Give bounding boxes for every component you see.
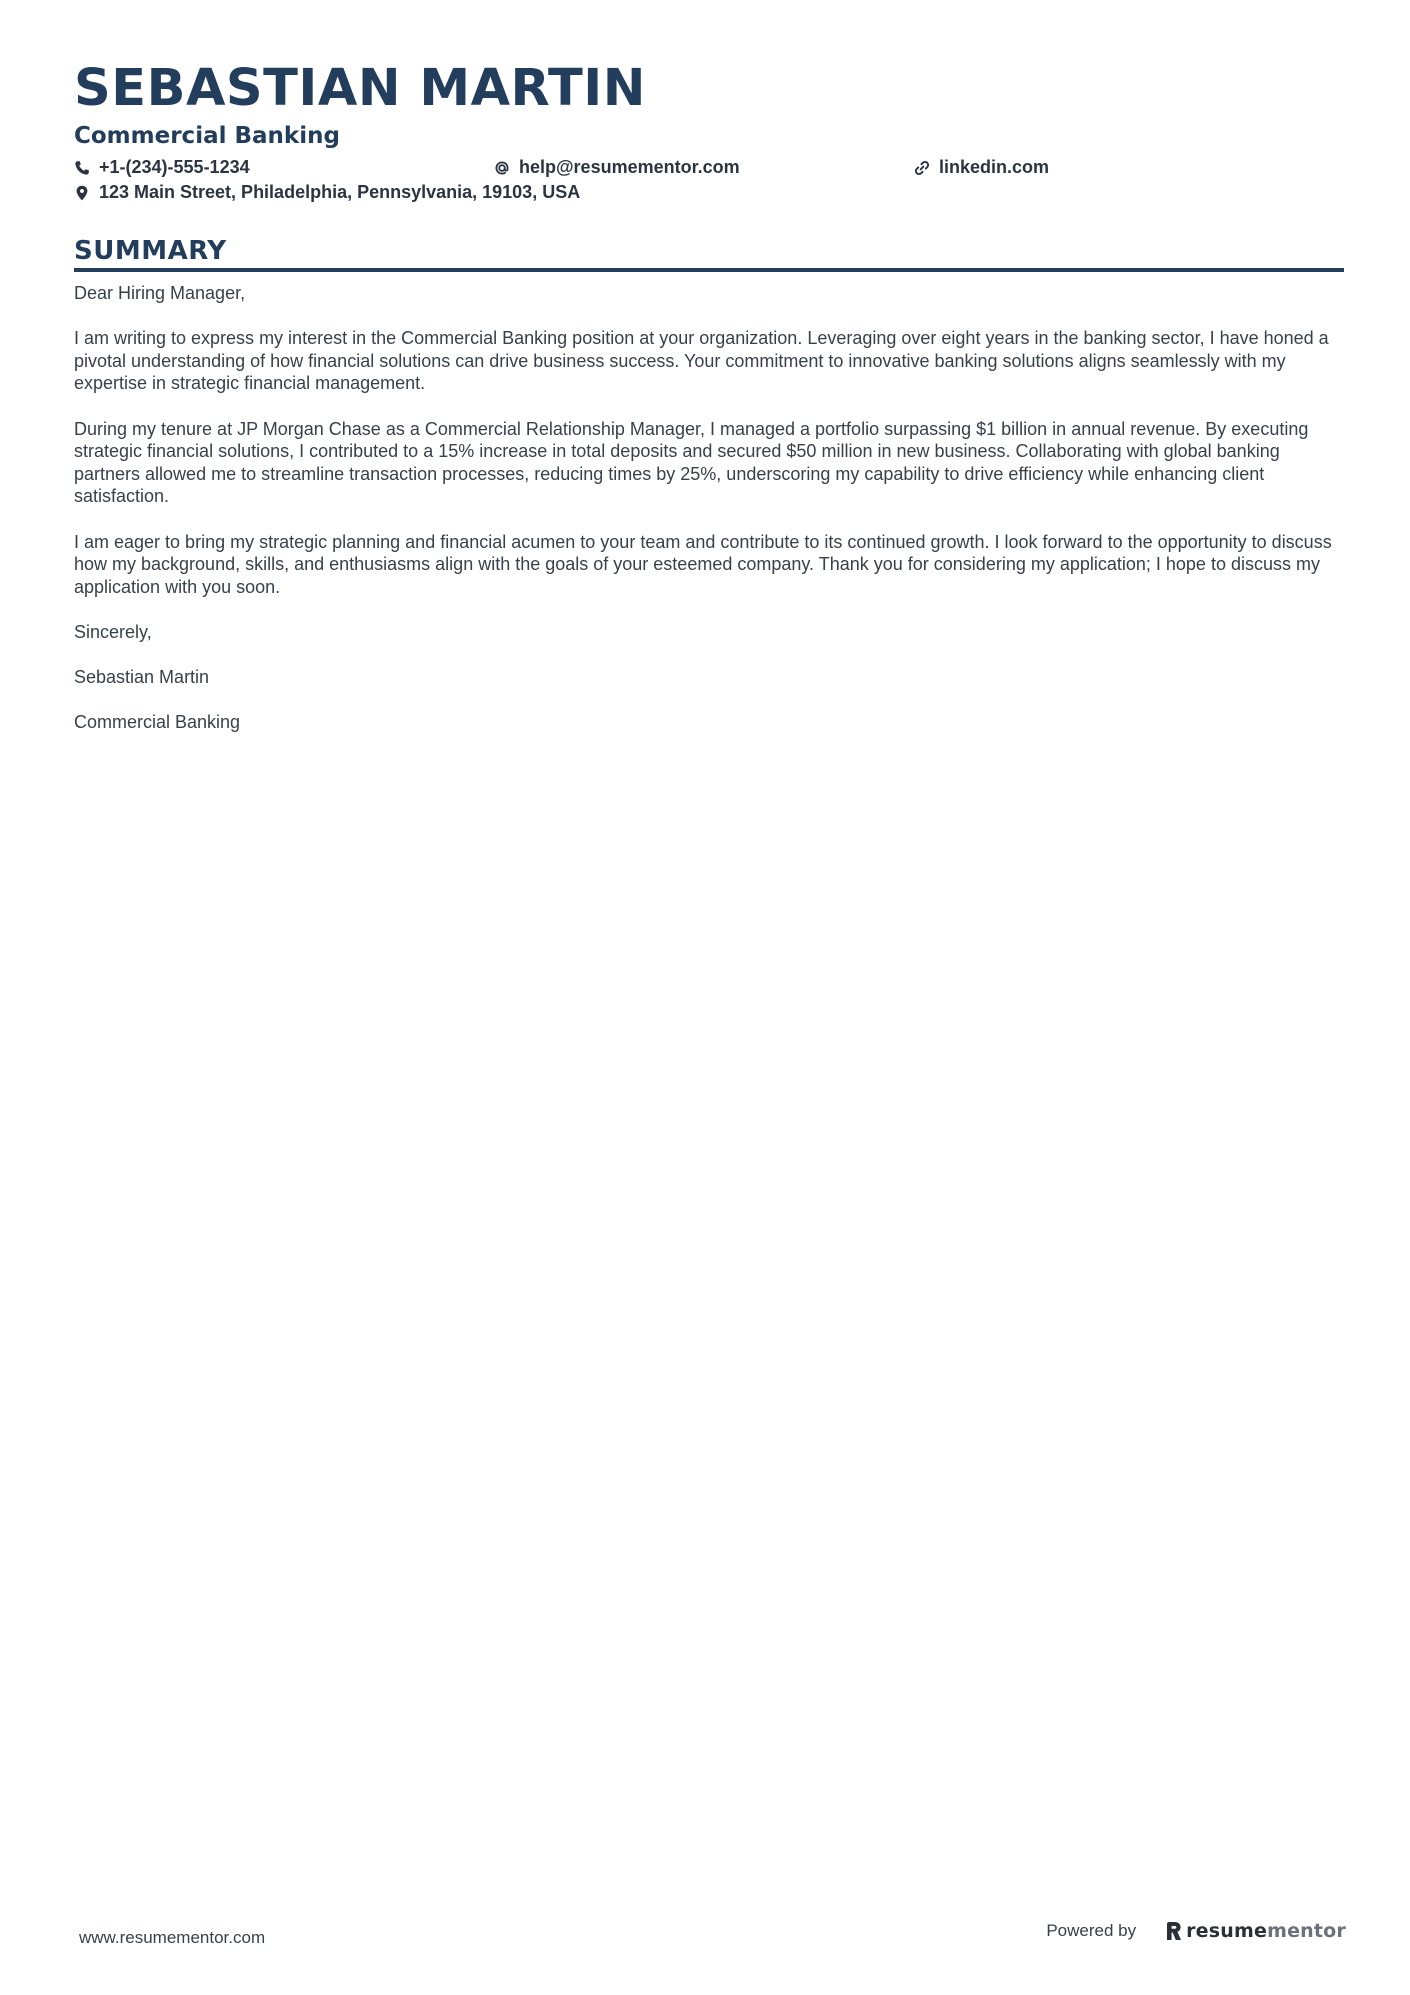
candidate-role: Commercial Banking	[74, 123, 340, 149]
contact-website[interactable]	[914, 157, 1049, 178]
brand-text-bold: resume	[1186, 1920, 1268, 1942]
phone-icon	[74, 160, 90, 176]
contact-row-address	[74, 180, 1344, 205]
brand-logo-link[interactable]	[1166, 1920, 1346, 1942]
closing: Sincerely,	[74, 621, 152, 642]
footer-brand	[1046, 1920, 1346, 1942]
resumementor-logo-icon	[1166, 1921, 1182, 1941]
cover-letter-page	[74, 58, 1344, 756]
contact-phone[interactable]	[74, 157, 494, 178]
phone-text: +1-(234)-555-1234	[99, 157, 250, 177]
signature-name: Sebastian Martin	[74, 667, 210, 688]
letter-body	[74, 282, 1344, 734]
powered-by-text: Powered by	[1046, 1921, 1137, 1940]
section-title-summary: SUMMARY	[74, 236, 227, 266]
contact-email[interactable]	[494, 157, 914, 178]
at-icon	[494, 160, 510, 176]
footer-website[interactable]: www.resumementor.com	[79, 1928, 266, 1947]
email-text: help@resumementor.com	[519, 157, 740, 177]
address-text: 123 Main Street, Philadelphia, Pennsylvania, 19103, USA	[99, 182, 581, 202]
letter-paragraph: During my tenure at JP Morgan Chase as a Commercial Relationship Manager, I managed a portfolio surpassing $1 billion in annual revenue. By executing strategic financial solutions, I contributed to a 15% increase in total deposits and secured $50 million in new business. Collaborating with global banking partners allowed me to streamline transaction processes, reducing times by 25%, underscoring my capability to drive efficiency while enhancing client satisfaction.	[74, 418, 1309, 507]
link-icon	[914, 160, 930, 176]
section-divider	[74, 268, 1344, 272]
letter-paragraph: I am writing to express my interest in the Commercial Banking position at your organization. Leveraging over eight years in the banking sector, I have honed a pivotal understanding of how financial solutions can drive business success. Your commitment to innovative banking solutions aligns seamlessly with my expertise in strategic financial management.	[74, 328, 1329, 394]
website-text: linkedin.com	[939, 157, 1050, 177]
contact-row-primary	[74, 155, 1344, 180]
contact-address	[74, 182, 580, 203]
brand-text-light: mentor	[1267, 1920, 1346, 1942]
location-pin-icon	[74, 185, 90, 201]
salutation: Dear Hiring Manager,	[74, 283, 246, 303]
brand-wordmark	[1186, 1920, 1346, 1942]
letter-paragraph: I am eager to bring my strategic planning and financial acumen to your team and contribute to its continued growth. I look forward to the opportunity to discuss how my background, skills, and enthusiasms align with the goals of your esteemed company. Thank you for considering my application; I hope to discuss my application with you soon.	[74, 531, 1332, 597]
signature-role: Commercial Banking	[74, 712, 241, 733]
candidate-name: SEBASTIAN MARTIN	[74, 59, 646, 118]
